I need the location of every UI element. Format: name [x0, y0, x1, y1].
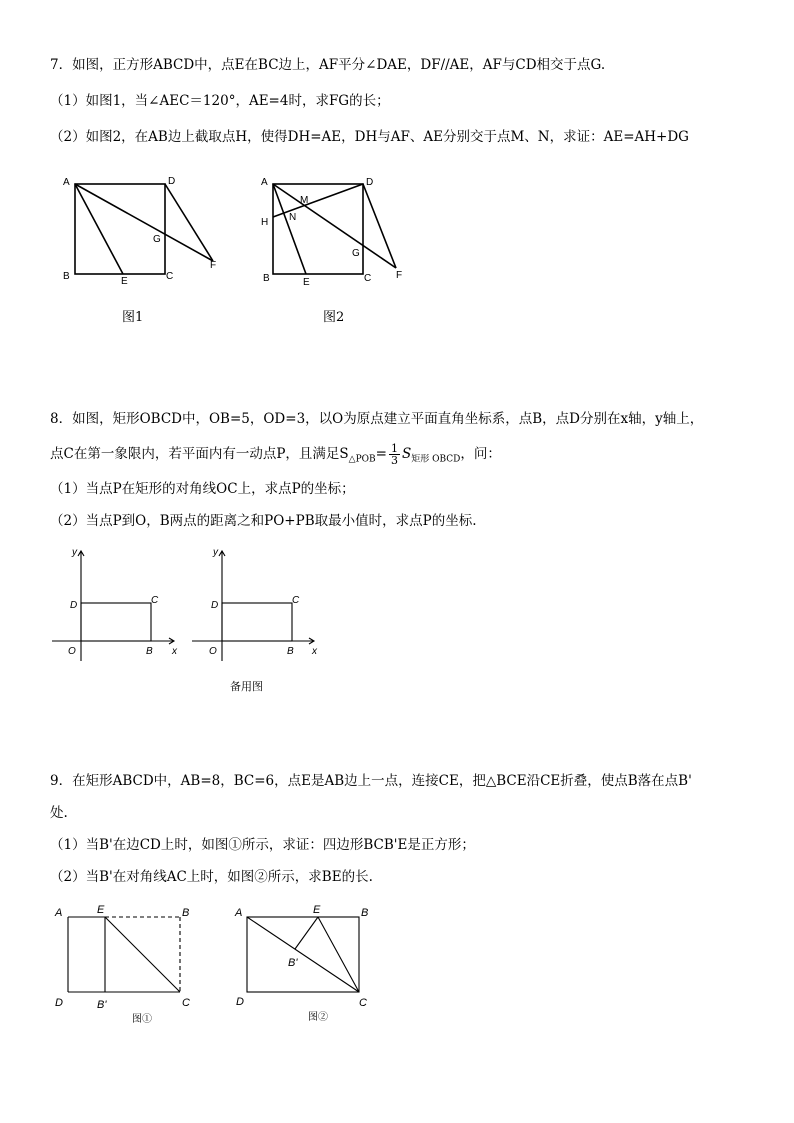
- q9-fig2-label-d: D: [236, 996, 244, 1008]
- q8-stem-line2: [50, 443, 501, 469]
- q7-fig1-label-a: A: [63, 177, 70, 188]
- q8-backup-rectangle: [222, 603, 292, 641]
- q8-main-label-c: C: [151, 595, 159, 606]
- q7-fig1-label-f: F: [210, 260, 217, 271]
- q7-fig2-caption: 图2: [323, 310, 345, 325]
- q8-main-label-x: x: [172, 646, 177, 657]
- q7-figure-2: [256, 170, 426, 290]
- q8-stem-line2-pre: 点C在第一象限内，若平面内有一动点P，且满足S: [50, 446, 349, 462]
- q9-part1: （1）当B'在边CD上时，如图①所示，求证：四边形BCB'E是正方形；: [50, 837, 475, 853]
- q7-fig2-line-af: [273, 184, 396, 268]
- q7-part2: （2）如图2，在AB边上截取点H，使得DH=AE，DH与AF、AE分别交于点M、N，求证：AE=AH+DG: [50, 129, 689, 145]
- q9-fig1-label-d: D: [55, 997, 63, 1009]
- q7-fig2-label-g: G: [352, 248, 360, 259]
- q7-fig2-label-c: C: [364, 273, 372, 284]
- q8-backup-label-c: C: [292, 595, 300, 606]
- q9-fig1-label-e: E: [97, 904, 105, 916]
- q7-fig2-label-b: B: [263, 273, 270, 284]
- q9-stem-line1: 9．在矩形ABCD中，AB=8，BC=6，点E是AB边上一点，连接CE，把△BCE沿CE折叠，使点B落在点B': [50, 773, 692, 789]
- q7-fig1-label-e: E: [121, 276, 128, 287]
- q8-fraction: [389, 443, 400, 466]
- q9-fig2-label-b-prime: B': [288, 957, 298, 969]
- q8-backup-label-x: x: [312, 646, 317, 657]
- q8-frac-den: 3: [390, 454, 398, 467]
- q9-stem-line2: 处.: [50, 805, 68, 821]
- q7-stem: 7．如图，正方形ABCD中，点E在BC边上，AF平分∠DAE，DF//AE，AF与CD相交于点G.: [50, 57, 606, 73]
- q7-figure-1: [55, 170, 235, 290]
- q7-fig2-label-f: F: [396, 270, 403, 281]
- q9-fig2-label-c: C: [359, 997, 367, 1009]
- q7-fig2-label-m: M: [300, 195, 309, 206]
- q7-fig1-label-d: D: [168, 176, 176, 187]
- q8-backup-caption: 备用图: [230, 681, 263, 693]
- q9-fig1-caption: 图①: [132, 1014, 152, 1025]
- q9-fig2-line-ce: [318, 917, 359, 992]
- q8-main-rectangle: [81, 603, 151, 641]
- q9-fig1-label-b-prime: B': [97, 999, 107, 1011]
- q9-figure-2: [230, 902, 390, 1022]
- q9-fig2-caption: 图②: [308, 1012, 328, 1023]
- q9-fig1-label-c: C: [182, 997, 190, 1009]
- q9-fig1-line-ce: [105, 917, 180, 992]
- q8-backup-label-b: B: [287, 646, 294, 657]
- q7-fig2-label-a: A: [261, 177, 268, 188]
- q7-fig2-label-h: H: [261, 217, 269, 228]
- q8-backup-label-y: y: [213, 547, 218, 558]
- q8-main-label-y: y: [72, 547, 77, 558]
- q8-figure-main: [46, 543, 186, 661]
- q8-s-symbol: S: [401, 446, 412, 462]
- q8-sub-pob: △POB: [348, 454, 376, 465]
- q8-backup-label-d: D: [211, 600, 219, 611]
- q9-fig2-diagonal-ac: [247, 917, 359, 992]
- q8-part2: （2）当点P到O，B两点的距离之和PO+PB取最小值时，求点P的坐标.: [50, 513, 477, 529]
- q9-fig2-label-a: A: [235, 907, 243, 919]
- q9-figure-1: [50, 902, 210, 1022]
- q7-part1: （1）如图1，当∠AEC＝120°，AE=4时，求FG的长；: [50, 93, 390, 109]
- q9-fig2-label-b: B: [361, 907, 369, 919]
- q7-fig1-label-g: G: [153, 234, 161, 245]
- q7-fig1-label-c: C: [166, 271, 174, 282]
- q7-fig1-caption: 图1: [122, 310, 144, 325]
- q7-fig2-label-e: E: [303, 277, 310, 288]
- q8-main-label-d: D: [70, 600, 78, 611]
- q8-figure-backup: [186, 543, 326, 661]
- q7-fig2-line-dh: [273, 184, 363, 217]
- q8-part1: （1）当点P在矩形的对角线OC上，求点P的坐标；: [50, 481, 355, 497]
- q8-equals: =: [375, 446, 387, 462]
- q7-fig2-label-n: N: [289, 212, 297, 223]
- q7-fig1-label-b: B: [63, 271, 70, 282]
- q7-fig1-square: [75, 184, 165, 274]
- q8-sub-rect: 矩形 OBCD: [411, 454, 461, 465]
- q8-main-label-b: B: [146, 646, 153, 657]
- q8-stem-line1: 8．如图，矩形OBCD中，OB=5，OD=3，以O为原点建立平面直角坐标系，点B，点D分别在x轴，y轴上，: [50, 411, 704, 427]
- q9-fig2-label-e: E: [313, 904, 321, 916]
- q7-fig2-line-df: [363, 184, 396, 268]
- q9-part2: （2）当B'在对角线AC上时，如图②所示，求BE的长.: [50, 869, 373, 885]
- q9-fig2-line-eb-prime: [295, 917, 318, 949]
- q8-frac-num: 1: [390, 442, 398, 455]
- q7-fig2-label-d: D: [366, 177, 374, 188]
- q8-main-label-o: O: [68, 646, 76, 657]
- q7-fig2-square: [273, 184, 363, 274]
- q8-stem-line2-post: ，问：: [460, 446, 501, 462]
- q9-fig1-label-a: A: [55, 907, 63, 919]
- q7-fig1-line-df: [165, 184, 213, 261]
- q8-backup-label-o: O: [209, 646, 217, 657]
- q9-fig1-label-b: B: [182, 907, 190, 919]
